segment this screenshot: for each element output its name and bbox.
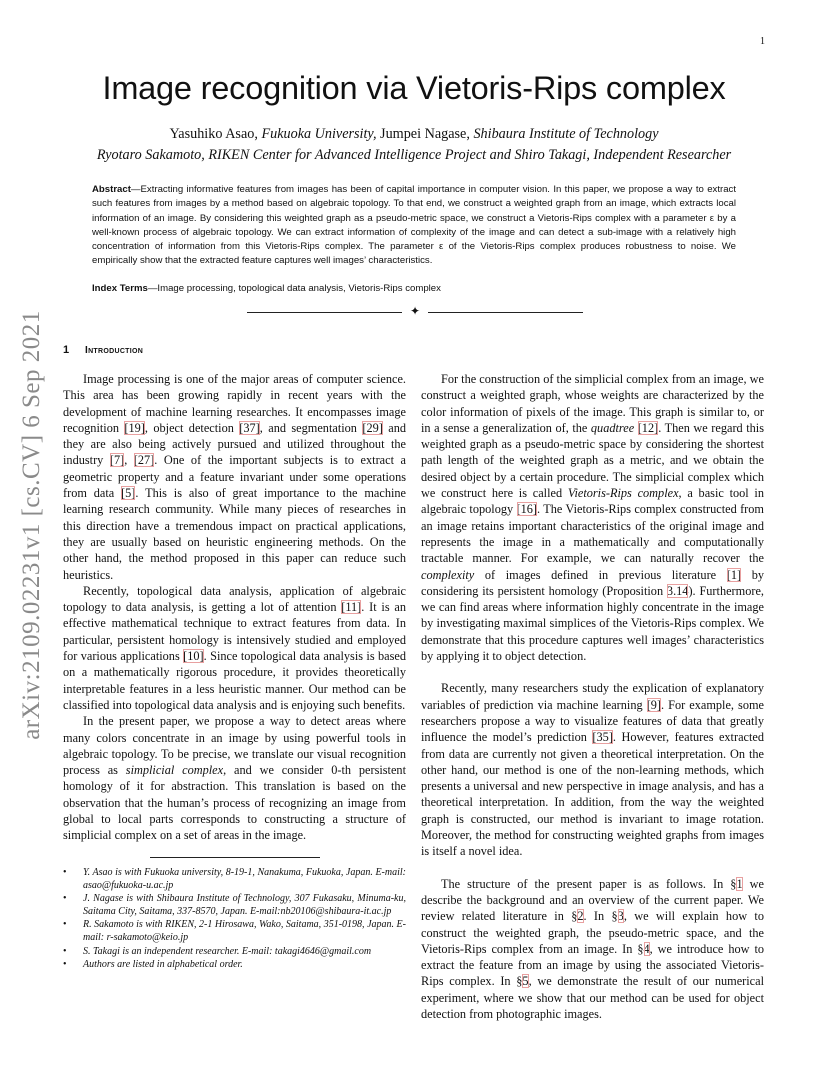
citation-link[interactable]: [12]: [637, 420, 659, 435]
emphasis: quadtree: [590, 420, 635, 435]
author-affiliation: Shibaura Institute of Technology: [473, 126, 659, 142]
footnotes: [63, 867, 406, 973]
author-name: Jumpei Nagase,: [376, 126, 474, 142]
abstract-label: Abstract: [92, 184, 131, 195]
emphasis: Vietoris-Rips complex: [567, 486, 679, 501]
citation-link[interactable]: [19]: [124, 420, 145, 435]
citation-link[interactable]: [9]: [646, 697, 662, 712]
arxiv-stamp: [2, 280, 62, 770]
arxiv-identifier: arXiv:2109.02231v1 [cs.CV] 6 Sep 2021: [18, 310, 45, 740]
author-affiliation: Fukuoka University,: [261, 126, 377, 142]
emphasis: simplicial complex: [125, 763, 224, 778]
section-link[interactable]: 1: [736, 876, 743, 891]
section-link[interactable]: 4: [643, 941, 650, 956]
index-terms-text: —Image processing, topological data analysis, Vietoris-Rips complex: [147, 283, 441, 294]
footnote-rule: [150, 857, 320, 858]
footnote-item: • Y. Asao is with Fukuoka university, 8-19-1, Nanakuma, Fukuoka, Japan. E-mail: asao@fukuoka-u.ac.jp: [63, 867, 406, 892]
citation-link[interactable]: [5]: [121, 486, 136, 501]
paragraph: In the present paper, we propose a way to detect areas where many colors concentrate in an image by using powerful tools in algebraic topology. To be precise, we translate our visual recognition process as simplicial complex, and we consider 0-th persistent homology of it for abstraction. This translation is based on the observation that the human’s process of recognizing an image from global to local parts corresponds to constructing a structure of simplicial complex on a set of areas in the image.: [63, 714, 406, 843]
divider-line-right: [428, 312, 583, 313]
citation-link[interactable]: [10]: [183, 649, 204, 664]
section-title: Introduction: [85, 345, 144, 356]
paragraph-gap: [421, 860, 764, 876]
paragraph: Image processing is one of the major areas of computer science. This area has been growing rapidly in recent years with the development of machine learning researches. It encompasses image recognition [19], object detection [37], and segmentation [29] and they are also being actively pursued and utilized throughout the industry [7], [27]. One of the important subjects is to extract a geometric property and a feature invariant under some operations from data [5]. This is also of great importance to the machine learning research community. While many pieces of researches in this direction have a tremendous impact on practical applications, they are usually based on heuristic engineering methods. On the other hand, the method proposed in this paper can reduce such heuristics.: [63, 372, 407, 582]
citation-link[interactable]: [29]: [362, 420, 383, 435]
author-line-1: [40, 124, 788, 145]
citation-link[interactable]: [37]: [239, 420, 260, 435]
footnote-item: • J. Nagase is with Shibaura Institute of Technology, 307 Fukasaku, Minuma-ku, Saitama City, Saitama, 337-8570, Japan. E-mail:nb20106@shibaura-it.ac.jp: [63, 893, 406, 918]
author-block: [40, 124, 788, 166]
left-column: [63, 371, 406, 844]
cross-reference-link[interactable]: 3.14: [666, 583, 689, 598]
footnote-item: • R. Sakamoto is with RIKEN, 2-1 Hirosawa, Wako, Saitama, 351-0198, Japan. E-mail: r-sakamoto@keio.jp: [63, 919, 406, 944]
citation-link[interactable]: [1]: [726, 567, 742, 582]
paragraph: Recently, topological data analysis, application of algebraic topology to data analysis, is getting a lot of attention [11]. It is an effective mathematical technique to extract features from data. In particular, persistent homology is intensively studied and employed for various applications [10]. Since topological data analysis is based on a mathematically rigorous procedure, it provides theoretically interpretable features in a less heuristic manner. Our method can be classified into topological data analysis and is enjoying such benefits.: [63, 583, 406, 712]
author-name: Yasuhiko Asao,: [169, 126, 262, 142]
citation-link[interactable]: [11]: [341, 600, 362, 615]
section-link[interactable]: 3: [617, 909, 624, 924]
right-column: [421, 371, 764, 1022]
divider-line-left: [247, 312, 402, 313]
section-link[interactable]: 2: [577, 909, 584, 924]
section-heading: [63, 344, 143, 356]
index-terms: [92, 283, 736, 294]
index-terms-label: Index Terms: [92, 283, 148, 294]
paragraph: Recently, many researchers study the explication of explanatory variables of prediction via machine learning [9]. For example, some researchers propose a way to visualize features of data that greatly influence the model’s prediction [35]. However, features extracted from data are currently not given a theoretical interpretation. On the other hand, our method is one of the non-learning methods, which presents a universal and new perspective in image analysis, and has a theoretical interpretation. In addition, from the way the weighted graph is constructed, our method is invariant to image rotation. Moreover, the method for constructing weighted graphs from images is itself a novel idea.: [421, 681, 765, 859]
author-line-2: Ryotaro Sakamoto, RIKEN Center for Advanced Intelligence Project and Shiro Takagi, Independent Researcher: [96, 147, 732, 163]
footnote-item: • Authors are listed in alphabetical order.: [63, 959, 406, 972]
paper-title: Image recognition via Vietoris-Rips complex: [102, 70, 726, 106]
section-number: 1: [63, 344, 70, 356]
divider-ornament-icon: ✦: [409, 304, 421, 318]
citation-link[interactable]: [35]: [592, 730, 613, 745]
abstract-text: —Extracting informative features from images has been of capital importance in computer vision. In this paper, we propose a way to extract such features from images by a method based on algebraic topology. To that end, we construct a weighted graph from an image, which extracts local information of an image. By considering this weighted graph as a pseudo-metric space, we construct a Vietoris-Rips complex with a parameter ε by a well-known process of algebraic topology. We can extract information of complexity of the image and can detect a sub-image with a relatively high concentration of information from this Vietoris-Rips complex. The parameter ε of the Vietoris-Rips complex produces robustness to noise. We empirically show that the extracted feature captures well images’ characteristics.: [92, 184, 736, 267]
footnote-item: • S. Takagi is an independent researcher. E-mail: takagi4646@gmail.com: [63, 946, 406, 959]
section-divider: [247, 304, 583, 320]
citation-link[interactable]: [27]: [133, 453, 155, 468]
citation-link[interactable]: [16]: [516, 502, 537, 517]
paragraph-gap: [421, 664, 764, 680]
emphasis: complexity: [421, 567, 475, 582]
page-number: 1: [760, 36, 765, 47]
section-link[interactable]: 5: [522, 974, 529, 989]
citation-link[interactable]: [7]: [109, 453, 125, 468]
abstract: [92, 183, 736, 269]
paragraph: For the construction of the simplicial complex from an image, we construct a weighted graph, whose weights are characterized by the color information of pixels of the image. This graph is similar to, or in a sense a generalization of, the quadtree [12]. Then we regard this weighted graph as a pseudo-metric space by considering the shortest path length of the weighted graph as a metric, and we obtain the desired object by a certain procedure. The simplicial complex which we construct here is called Vietoris-Rips complex, a basic tool in algebraic topology [16]. The Vietoris-Rips complex constructed from an image retains important characteristics of the original image and represents the image in a mathematically and computationally tractable manner. For example, we can naturally recover the complexity of images defined in previous literature [1] by considering its persistent homology (Proposition 3.14). Furthermore, we can find areas where information highly concentrate in the image by investigating maximal simplices of the Vietoris-Rips complex. We demonstrate that this procedure captures well images’ characteristics by applying it to object detection.: [421, 372, 764, 664]
paragraph: The structure of the present paper is as follows. In §1 we describe the background and an overview of the current paper. We review related literature in §2. In §3, we will explain how to construct the weighted graph, the pseudo-metric space, and the Vietoris-Rips complex from an image. In §4, we introduce how to extract the feature from an image by using the associated Vietoris-Rips complex. In §5, we demonstrate the result of our numerical experiment, where we show that our method can be used for object detection from photographic images.: [421, 876, 765, 1021]
